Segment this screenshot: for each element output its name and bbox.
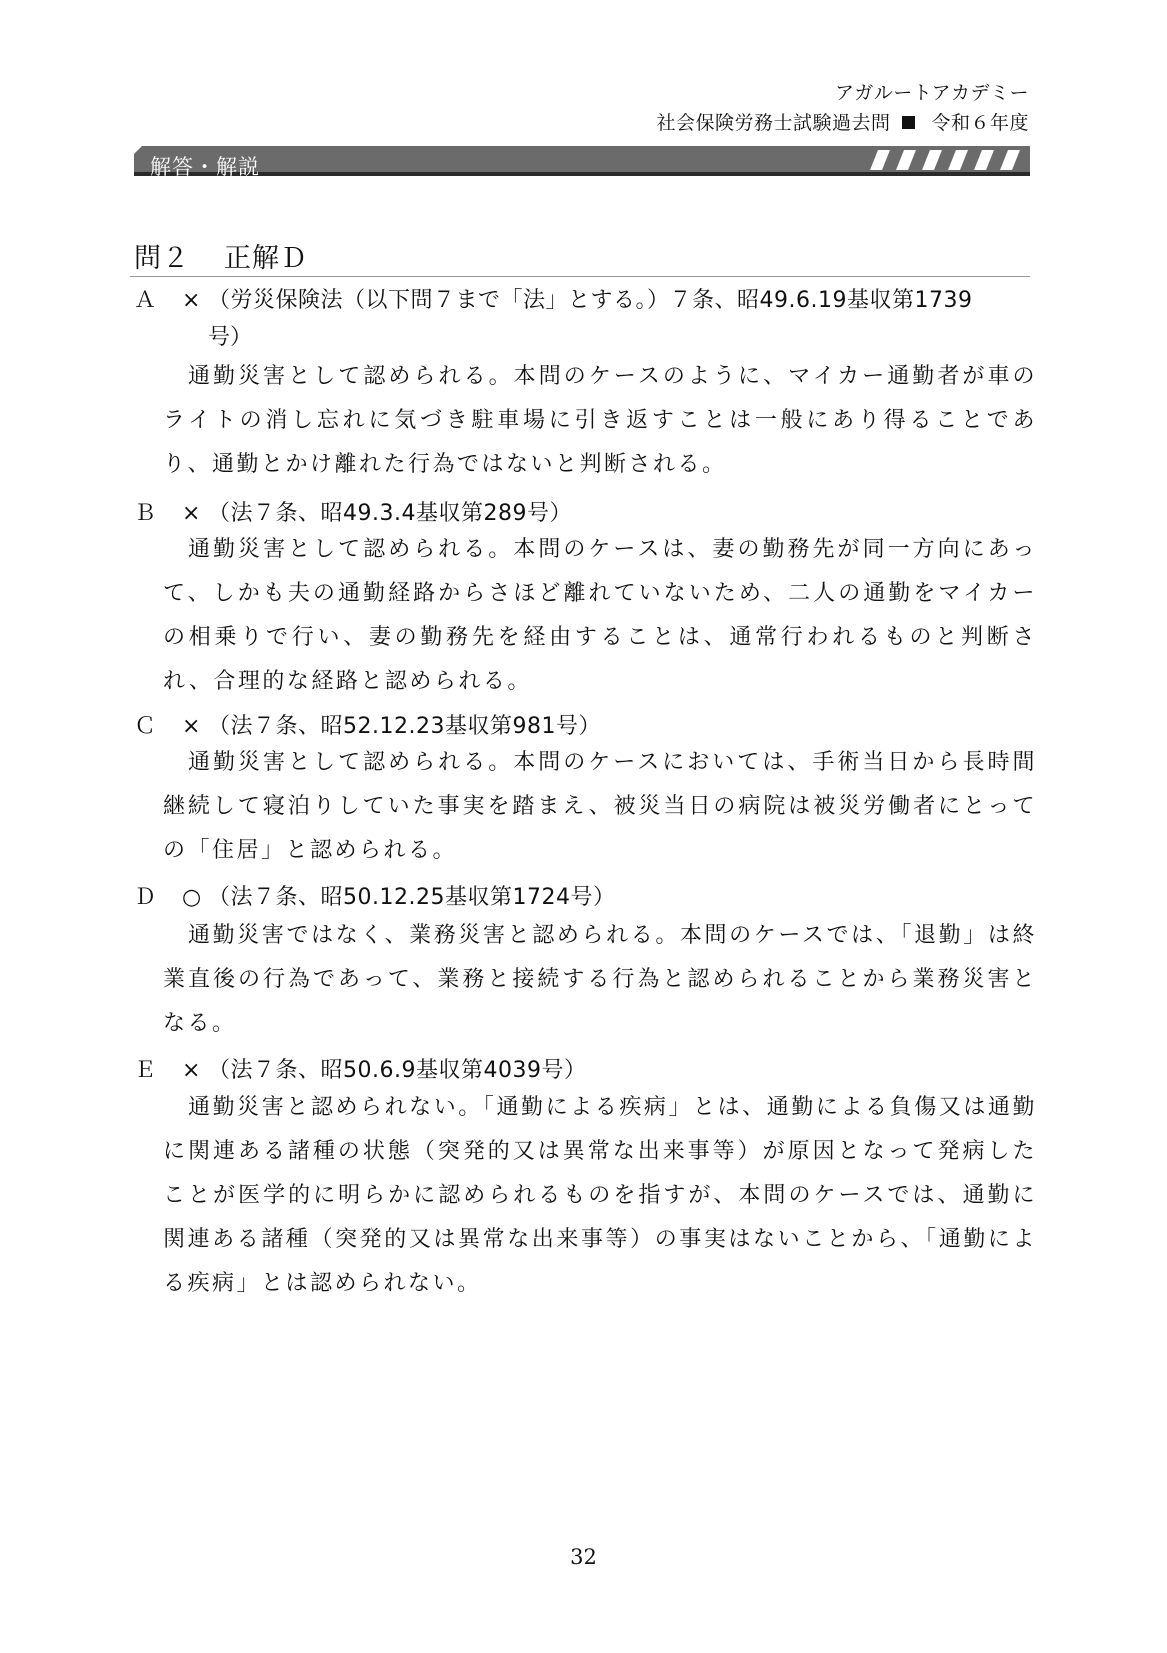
cross-mark-icon: × <box>182 714 201 739</box>
page-header <box>656 78 1029 138</box>
item-letter: Ａ <box>134 288 157 313</box>
series-name: 社会保険労務士試験過去問 <box>656 112 891 134</box>
question-title <box>134 236 308 275</box>
cross-mark-icon: × <box>182 1058 201 1083</box>
item-a-citation-continued: 号） <box>208 325 253 350</box>
explanation-paragraph: 通勤災害ではなく、業務災害と認められる。本問のケースでは、「退勤」は終業直後の行為であって、業務と接続する行為と認められることから業務災害となる。 <box>163 923 1037 1036</box>
item-citation: （法７条、昭49.3.4基収第289号） <box>208 501 572 526</box>
explanation-paragraph: 通勤災害として認められる。本問のケースにおいては、手術当日から長時間継続して寝泊りしていた事実を踏まえ、被災当日の病院は被災労働者にとっての「住居」と認められる。 <box>163 750 1037 863</box>
explanation-paragraph: 通勤災害として認められる。本問のケースは、妻の勤務先が同一方向にあって、しかも夫の通勤経路からさほど離れていないため、二人の通勤をマイカーの相乗りで行い、妻の勤務先を経由することは、通常行われるものと判断され、合理的な経路と認められる。 <box>163 537 1037 694</box>
section-band-label: 解答・解説 <box>150 155 260 179</box>
item-letter: Ｂ <box>134 501 157 526</box>
item-citation: （労災保険法（以下問７まで「法」とする。）７条、昭49.6.19基収第1739 <box>208 288 973 313</box>
item-letter: Ｅ <box>134 1058 157 1083</box>
item-citation: （法７条、昭50.6.9基収第4039号） <box>208 1058 587 1083</box>
item-a-explanation <box>163 355 1037 487</box>
title-divider <box>130 276 1030 277</box>
exam-year: 令和６年度 <box>931 112 1029 134</box>
explanation-paragraph: 通勤災害と認められない。「通勤による疾病」とは、通勤による負傷又は通勤に関連ある諸種の状態（突発的又は異常な出来事等）が原因となって発病したことが医学的に明らかに認められるものを指すが、本問のケースでは、通勤に関連ある諸種（突発的又は異常な出来事等）の事実はないことから、「通勤による疾病」とは認められない。 <box>163 1095 1037 1296</box>
header-subtitle <box>656 108 1029 138</box>
cross-mark-icon: × <box>182 288 201 313</box>
item-letter: Ｃ <box>134 714 157 739</box>
circle-mark-icon: ○ <box>182 885 202 910</box>
item-c-heading <box>134 709 601 740</box>
correct-answer: 正解Ｄ <box>224 243 308 274</box>
item-b-heading <box>134 496 572 527</box>
item-c-explanation <box>163 741 1037 873</box>
square-bullet-icon <box>902 116 915 129</box>
question-number: 問２ <box>134 243 190 274</box>
item-b-explanation <box>163 528 1037 704</box>
item-a-heading <box>134 283 972 314</box>
publisher-name: アガルートアカデミー <box>834 82 1029 104</box>
item-e-heading <box>134 1053 586 1084</box>
item-citation: （法７条、昭50.12.25基収第1724号） <box>208 885 616 910</box>
section-band <box>134 146 1030 182</box>
item-e-explanation <box>163 1086 1037 1306</box>
item-citation: （法７条、昭52.12.23基収第981号） <box>208 714 601 739</box>
item-d-heading <box>134 880 615 911</box>
page-number: 32 <box>570 1545 597 1569</box>
item-d-explanation <box>163 914 1037 1046</box>
item-letter: Ｄ <box>134 885 157 910</box>
section-band-graphic <box>134 146 1030 182</box>
cross-mark-icon: × <box>182 501 201 526</box>
explanation-paragraph: 通勤災害として認められる。本問のケースのように、マイカー通勤者が車のライトの消し忘れに気づき駐車場に引き返すことは一般にあり得ることであり、通勤とかけ離れた行為ではないと判断される。 <box>163 364 1037 477</box>
